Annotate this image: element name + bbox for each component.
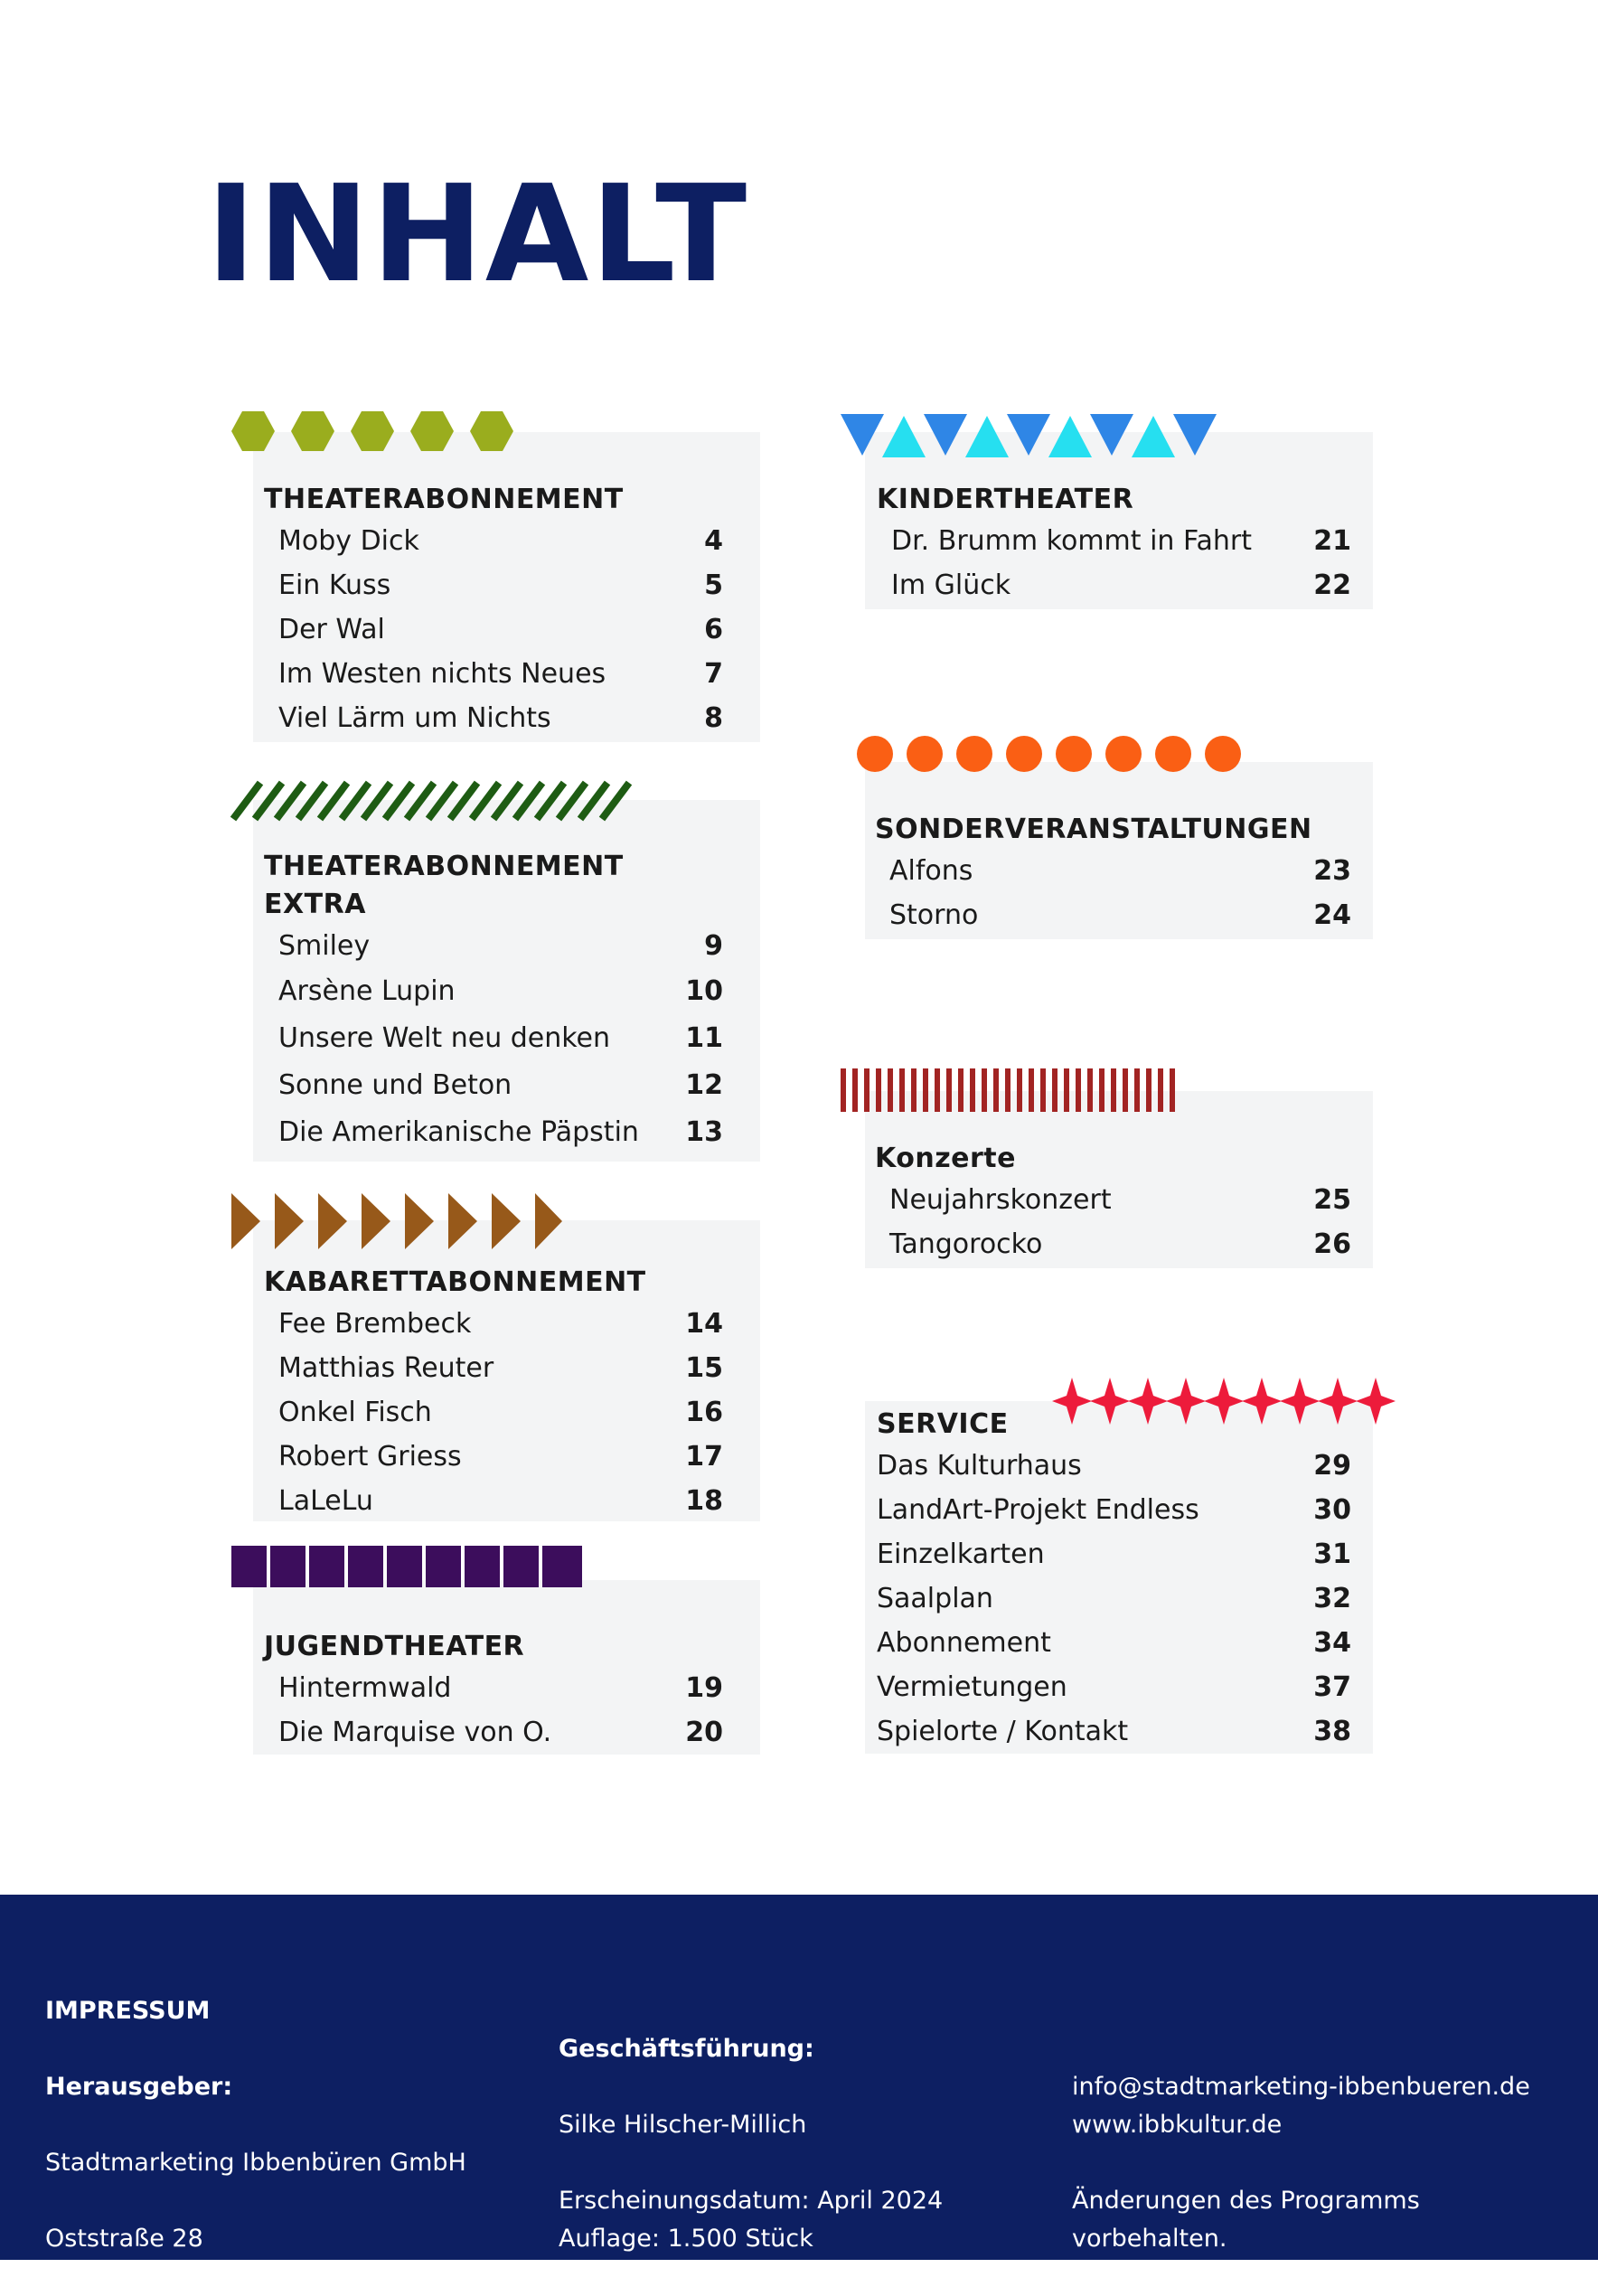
toc-entry[interactable] [264,1109,723,1156]
toc-entry-label: Hintermwald [278,1672,452,1704]
toc-entry[interactable] [875,1178,1351,1222]
toc-entry-page: 13 [685,1116,723,1148]
toc-entry-label: Sonne und Beton [278,1069,512,1101]
toc-entry[interactable] [877,519,1351,563]
toc-entry-page: 17 [685,1441,723,1473]
square-pattern-icon [230,1544,586,1589]
management-details: Silke Hilscher-Millich Erscheinungsdatum: April 2024 Auflage: 1.500 Stück [559,2111,944,2253]
toc-entry-page: 30 [1313,1494,1351,1526]
section-heading: SERVICE [877,1408,1009,1440]
toc-entry[interactable] [264,1666,723,1710]
dot-pattern-icon [855,735,1247,773]
toc-entry-page: 25 [1313,1184,1351,1216]
toc-entry[interactable] [875,1222,1351,1266]
contact-details: info@stadtmarketing-ibbenbueren.de www.ibbkultur.de Änderungen des Programms vorbehalten. [1072,2073,1530,2253]
section-heading: KINDERTHEATER [877,484,1134,515]
toc-entry[interactable] [264,1062,723,1109]
toc-entry[interactable] [264,1015,723,1062]
toc-entry-label: Die Amerikanische Päpstin [278,1116,639,1148]
section-jugendtheater [264,1628,723,1755]
toc-entry-label: Onkel Fisch [278,1397,432,1428]
toc-entry-page: 37 [1313,1671,1351,1703]
toc-entry[interactable] [264,1390,723,1435]
arrow-pattern-icon [230,1191,564,1251]
toc-entry-page: 34 [1313,1627,1351,1659]
toc-entry-label: LandArt-Projekt Endless [877,1494,1199,1526]
toc-entry-page: 24 [1313,899,1351,931]
toc-entry-label: Das Kulturhaus [877,1450,1082,1482]
section-heading: KABARETTABONNEMENT [264,1266,646,1298]
toc-entry-page: 29 [1313,1450,1351,1482]
toc-entry-page: 20 [685,1717,723,1748]
toc-entry[interactable] [264,1710,723,1755]
toc-entry-label: Im Westen nichts Neues [278,658,606,690]
section-theaterabonnement [264,481,723,740]
footer-column-management [559,1992,1029,2258]
toc-entry-page: 14 [685,1308,723,1340]
toc-entry-label: Arsène Lupin [278,975,456,1007]
section-heading: SONDERVERANSTALTUNGEN [875,814,1312,845]
toc-entry[interactable] [877,1665,1351,1709]
toc-entry[interactable] [264,1435,723,1479]
footer-column-contact [1072,2030,1578,2258]
bar-pattern-icon [839,1067,1184,1114]
impressum-title: IMPRESSUM [45,1997,211,2025]
toc-entry-page: 11 [685,1022,723,1054]
toc-entry-page: 12 [685,1069,723,1101]
toc-entry-label: Spielorte / Kontakt [877,1716,1129,1747]
toc-list [264,1666,723,1755]
section-service [877,1406,1351,1754]
toc-entry[interactable] [264,1346,723,1390]
toc-entry[interactable] [877,1621,1351,1665]
toc-entry-page: 18 [685,1485,723,1517]
toc-entry-label: Im Glück [891,569,1011,601]
toc-entry-label: Dr. Brumm kommt in Fahrt [891,525,1252,557]
toc-entry-page: 38 [1313,1716,1351,1747]
toc-entry-page: 15 [685,1352,723,1384]
toc-entry-page: 8 [704,702,723,734]
toc-entry-label: Moby Dick [278,525,419,557]
toc-entry-page: 7 [704,658,723,690]
section-theaterabonnement-extra [264,848,723,1156]
toc-list [875,1178,1351,1266]
toc-list [877,1444,1351,1754]
toc-entry[interactable] [264,696,723,740]
toc-list [875,849,1351,937]
section-sonderveranstaltungen [875,811,1351,937]
toc-entry-label: Robert Griess [278,1441,462,1473]
toc-entry-page: 22 [1313,569,1351,601]
toc-entry-page: 31 [1313,1539,1351,1570]
section-konzerte [875,1140,1351,1266]
toc-entry-page: 21 [1313,525,1351,557]
toc-entry-label: Smiley [278,930,371,962]
section-heading: JUGENDTHEATER [264,1631,525,1662]
section-kindertheater [877,481,1351,607]
toc-entry-label: Alfons [889,855,973,887]
toc-entry-page: 5 [704,569,723,601]
toc-entry-label: Ein Kuss [278,569,391,601]
toc-entry[interactable] [875,893,1351,937]
section-heading: THEATERABONNEMENT EXTRA [264,851,624,920]
toc-entry-page: 32 [1313,1583,1351,1614]
toc-entry[interactable] [875,849,1351,893]
publisher-label: Herausgeber: [45,2073,233,2101]
toc-entry[interactable] [877,1444,1351,1488]
toc-entry-page: 6 [704,614,723,645]
toc-entry-label: Viel Lärm um Nichts [278,702,551,734]
toc-entry-label: Matthias Reuter [278,1352,494,1384]
publisher-address: Stadtmarketing Ibbenbüren GmbH Oststraße 28 49477 Ibbenbüren [45,2149,466,2291]
toc-entry-label: Tangorocko [889,1228,1043,1260]
section-heading: Konzerte [875,1143,1016,1174]
toc-entry-label: LaLeLu [278,1485,373,1517]
toc-entry-page: 19 [685,1672,723,1704]
toc-entry-label: Unsere Welt neu denken [278,1022,611,1054]
toc-entry[interactable] [877,1709,1351,1754]
toc-entry-page: 26 [1313,1228,1351,1260]
toc-entry[interactable] [264,1302,723,1346]
toc-list [264,519,723,740]
toc-list [877,519,1351,607]
toc-entry-page: 23 [1313,855,1351,887]
toc-entry-page: 16 [685,1397,723,1428]
toc-entry[interactable] [877,1532,1351,1576]
toc-entry-label: Fee Brembeck [278,1308,472,1340]
toc-entry-page: 10 [685,975,723,1007]
toc-entry[interactable] [264,652,723,696]
impressum-footer [0,1895,1598,2291]
toc-list [264,924,723,1156]
toc-entry[interactable] [264,968,723,1015]
toc-entry-label: Abonnement [877,1627,1051,1659]
section-kabarettabonnement [264,1264,723,1523]
page-title: INHALT [206,156,749,312]
toc-entry[interactable] [264,519,723,563]
toc-entry[interactable] [877,563,1351,607]
toc-entry[interactable] [264,607,723,652]
toc-entry-label: Der Wal [278,614,385,645]
management-label: Geschäftsführung: [559,2035,814,2063]
hexagon-pattern-icon [230,409,519,454]
toc-entry[interactable] [877,1576,1351,1621]
stripe-pattern-icon [230,779,636,823]
toc-entry[interactable] [877,1488,1351,1532]
toc-entry-label: Saalplan [877,1583,993,1614]
toc-entry-page: 4 [704,525,723,557]
toc-entry-label: Die Marquise von O. [278,1717,552,1748]
toc-entry[interactable] [264,563,723,607]
triangle-pattern-icon [841,412,1224,459]
toc-entry[interactable] [264,1479,723,1523]
toc-entry-label: Einzelkarten [877,1539,1045,1570]
toc-entry-label: Neujahrskonzert [889,1184,1112,1216]
toc-list [264,1302,723,1523]
toc-entry-label: Vermietungen [877,1671,1067,1703]
toc-entry-label: Storno [889,899,979,931]
toc-entry[interactable] [264,924,723,968]
toc-entry-page: 9 [704,930,723,962]
footer-column-publisher [45,1954,515,2296]
section-heading: THEATERABONNEMENT [264,484,624,515]
